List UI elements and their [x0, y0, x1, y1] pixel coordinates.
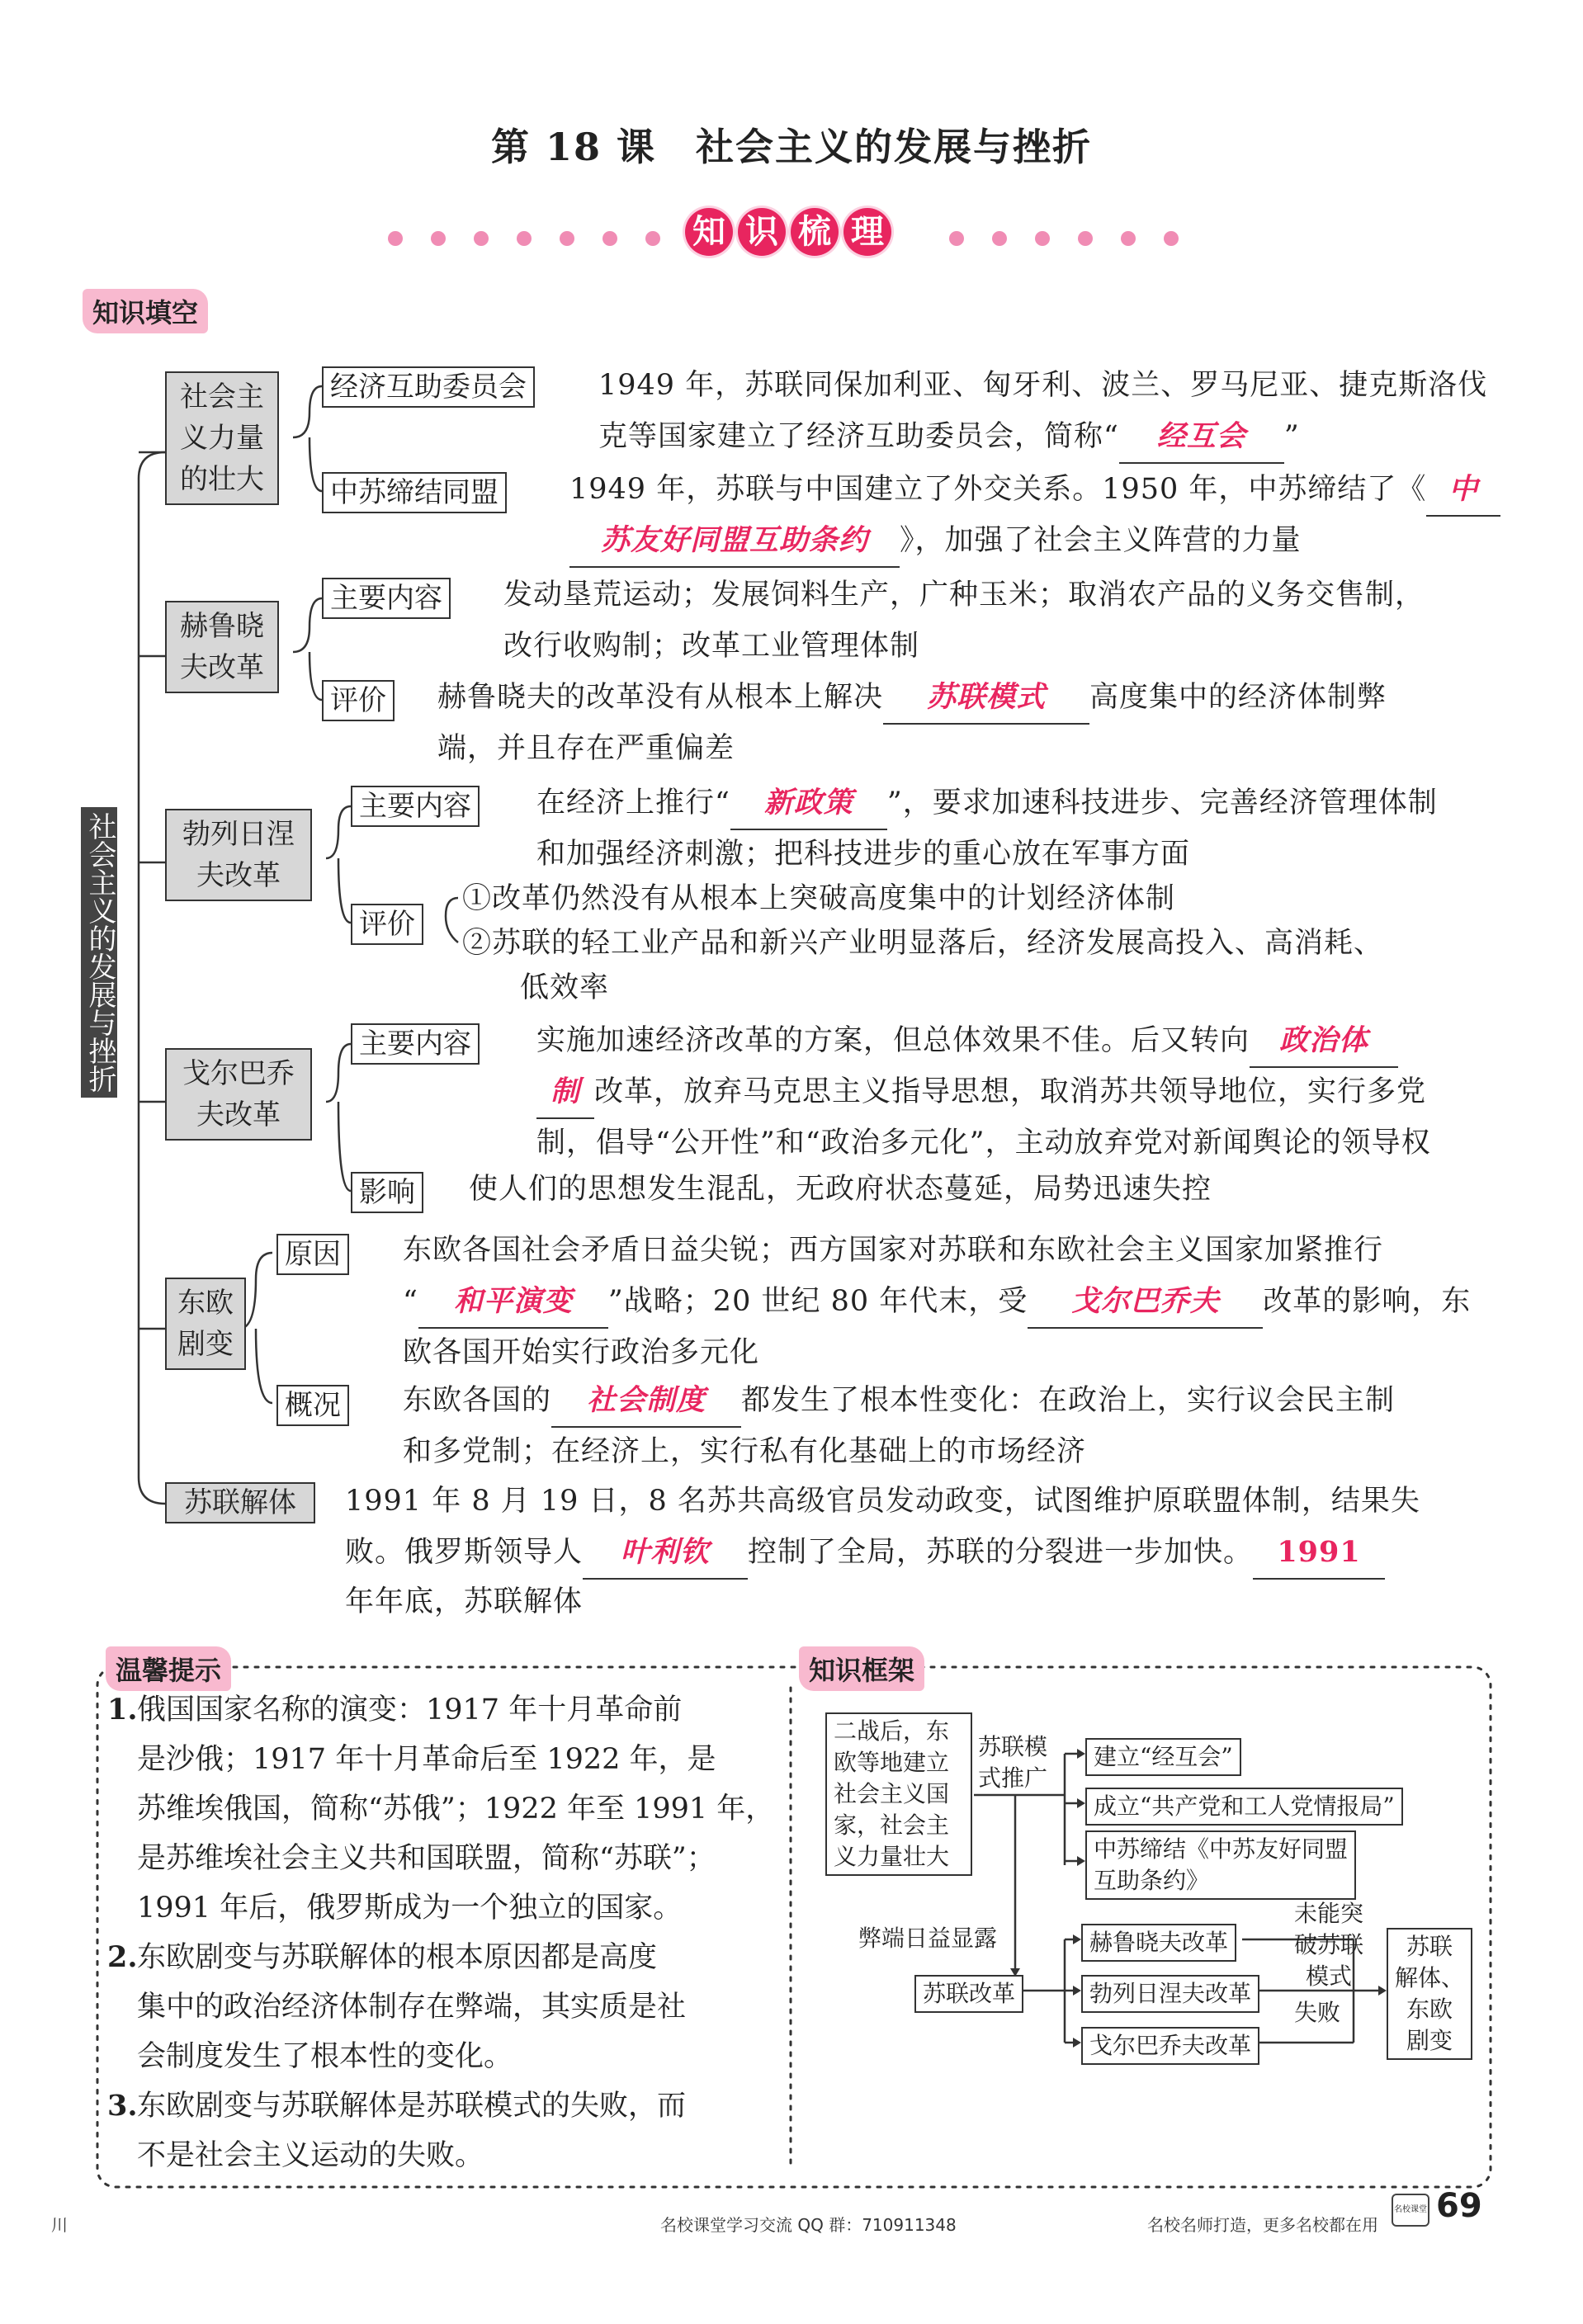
- text-line: 败。俄罗斯领导人 叶利钦 控制了全局，苏联的分裂进一步加快。 1991: [345, 1527, 1385, 1580]
- text-line: 实施加速经济改革的方案，但总体效果不佳。后又转向 政治体: [536, 1015, 1398, 1068]
- section-label-brezhnev: 勃列日涅夫改革: [165, 809, 312, 901]
- answer: 苏联模式: [883, 672, 1089, 725]
- text-line: 赫鲁晓夫的改革没有从根本上解决 苏联模式 高度集中的经济体制弊: [437, 672, 1387, 725]
- tip-line: 3.东欧剧变与苏联解体是苏联模式的失败，而: [107, 2089, 687, 2123]
- frame-push-label: 苏联模 式推广: [978, 1733, 1048, 1792]
- frame-box: 成立“共产党和工人党情报局”: [1085, 1788, 1403, 1826]
- answer: 政治体: [1250, 1015, 1398, 1068]
- answer: 社会制度: [551, 1375, 741, 1428]
- frame-box: 建立“经互会”: [1085, 1738, 1241, 1776]
- answer: 叶利钦: [583, 1527, 748, 1580]
- text-line: 东欧各国的 社会制度 都发生了根本性变化：在政治上，实行议会民主制: [403, 1375, 1395, 1428]
- frame-reform-box: 苏联改革: [914, 1975, 1023, 2013]
- section-label-strength: 社会主义力量的壮大: [165, 371, 279, 505]
- sub-label: 经济互助委员会: [322, 366, 535, 408]
- tip-line: 不是社会主义运动的失败。: [137, 2139, 484, 2172]
- text-line: 1949 年，苏联与中国建立了外交关系。1950 年，中苏缔结了《 中: [569, 464, 1500, 517]
- frame-box: 赫鲁晓夫改革: [1081, 1924, 1236, 1962]
- footer-center: 名校课堂学习交流 QQ 群：710911348: [660, 2215, 957, 2235]
- text-line: 1949 年，苏联同保加利亚、匈牙利、波兰、罗马尼亚、捷克斯洛伐: [598, 369, 1488, 402]
- tip-line: 会制度发生了根本性的变化。: [137, 2040, 513, 2073]
- text-line: 低效率: [520, 971, 610, 1004]
- tip-line: 2.东欧剧变与苏联解体的根本原因都是高度: [107, 1940, 658, 1974]
- answer: 新政策: [730, 777, 887, 830]
- sub-label: 原因: [276, 1234, 349, 1275]
- frame-box: 勃列日涅夫改革: [1081, 1975, 1259, 2013]
- frame-result-box: 苏联 解体、 东欧 剧变: [1387, 1928, 1472, 2060]
- sub-label: 主要内容: [351, 786, 480, 827]
- sub-label: 主要内容: [351, 1023, 480, 1065]
- tip-line: 是苏维埃社会主义共和国联盟，简称“苏联”；: [137, 1842, 716, 1875]
- text-line: 制 改革，放弃马克思主义指导思想，取消苏共领导地位，实行多党: [536, 1066, 1426, 1119]
- text-line: “ 和平演变 ”战略；20 世纪 80 年代末，受 戈尔巴乔夫 改革的影响，东: [403, 1276, 1471, 1329]
- frame-root-box: 二战后，东 欧等地建立 社会主义国 家，社会主 义力量壮大: [825, 1712, 972, 1876]
- text-line: 东欧各国社会矛盾日益尖锐；西方国家对苏联和东欧社会主义国家加紧推行: [403, 1234, 1384, 1267]
- sub-label: 中苏缔结同盟: [322, 472, 507, 513]
- text-line: 制，倡导“公开性”和“政治多元化”，主动放弃党对新闻舆论的领导权: [536, 1127, 1431, 1160]
- sub-label: 影响: [351, 1172, 423, 1213]
- text-line: 使人们的思想发生混乱，无政府状态蔓延，局势迅速失控: [469, 1173, 1212, 1206]
- text-line: 改行收购制；改革工业管理体制: [503, 630, 920, 663]
- tip-line: 1991 年后，俄罗斯成为一个独立的国家。: [137, 1892, 683, 1925]
- page-title: 第 18 课 社会主义的发展与挫折: [490, 125, 1093, 169]
- frame-box: 中苏缔结《中苏友好同盟 互助条约》: [1085, 1830, 1356, 1900]
- answer: 制: [536, 1066, 594, 1119]
- sub-label: 评价: [322, 680, 395, 721]
- section-label-east-europe: 东欧剧变: [165, 1278, 246, 1370]
- text-line: 克等国家建立了经济互助委员会，简称“ 经互会 ”: [598, 411, 1300, 464]
- text-line: 发动垦荒运动；发展饲料生产，广种玉米；取消农产品的义务交售制，: [503, 579, 1425, 612]
- text-line: 和多党制；在经济上，实行私有化基础上的市场经济: [403, 1435, 1087, 1468]
- sub-label: 主要内容: [322, 578, 451, 619]
- footer-right: 名校名师打造，更多名校都在用: [1147, 2215, 1378, 2235]
- sub-label: 概况: [276, 1385, 349, 1426]
- banner-char: 知: [685, 208, 733, 256]
- answer: 苏友好同盟互助条约: [569, 515, 900, 568]
- tips-tag: 温馨提示: [106, 1646, 231, 1691]
- answer: 和平演变: [418, 1276, 608, 1329]
- section-label-khrushchev: 赫鲁晓夫改革: [165, 601, 279, 693]
- banner-char: 梳: [791, 208, 839, 256]
- section-label-gorbachev: 戈尔巴乔夫改革: [165, 1048, 312, 1141]
- side-label: 社会主义的发展与挫折: [81, 807, 117, 1098]
- answer: 1991: [1253, 1527, 1385, 1580]
- text-line: 和加强经济刺激；把科技进步的重心放在军事方面: [536, 838, 1191, 871]
- answer: 中: [1426, 464, 1500, 517]
- text-line: 端，并且存在严重偏差: [437, 732, 735, 765]
- footer-left: 川: [51, 2215, 68, 2235]
- frame-fail-label: 失败: [1294, 1999, 1341, 2026]
- text-line: ①改革仍然没有从根本上突破高度集中的计划经济体制: [462, 882, 1176, 915]
- text-line: 1991 年 8 月 19 日，8 名苏共高级官员发动政变，试图维护原联盟体制，结果失: [345, 1485, 1420, 1518]
- frame-issue-label: 弊端日益显露: [858, 1925, 998, 1952]
- banner-char: 识: [738, 208, 786, 256]
- text-line: 在经济上推行“ 新政策 ”，要求加速科技进步、完善经济管理体制: [536, 777, 1438, 830]
- text-line: 欧各国开始实行政治多元化: [403, 1336, 760, 1369]
- frame-box: 戈尔巴乔夫改革: [1081, 2027, 1259, 2065]
- tip-line: 苏维埃俄国，简称“苏俄”；1922 年至 1991 年，: [137, 1793, 775, 1826]
- frame-tag: 知识框架: [799, 1646, 924, 1691]
- tip-line: 是沙俄；1917 年十月革命后至 1922 年，是: [137, 1743, 716, 1776]
- banner-char: 理: [843, 208, 891, 256]
- tip-line: 集中的政治经济体制存在弊端，其实质是社: [137, 1991, 687, 2024]
- text-line: 苏友好同盟互助条约 》，加强了社会主义阵营的力量: [569, 515, 1302, 568]
- answer: 戈尔巴乔夫: [1028, 1276, 1263, 1329]
- fill-tag: 知识填空: [83, 289, 208, 333]
- sub-label: 评价: [351, 904, 423, 945]
- section-label-ussr-collapse: 苏联解体: [165, 1482, 315, 1523]
- brand-logo: 名校课堂: [1392, 2194, 1429, 2227]
- answer: 经互会: [1119, 411, 1284, 464]
- text-line: ②苏联的轻工业产品和新兴产业明显落后，经济发展高投入、高消耗、: [462, 927, 1384, 960]
- tip-line: 1.俄国国家名称的演变：1917 年十月革命前: [107, 1693, 683, 1726]
- page-number: 69: [1436, 2187, 1482, 2225]
- frame-fail-label: 未能突 破苏联 模式: [1294, 1900, 1364, 1990]
- text-line: 年年底，苏联解体: [345, 1585, 584, 1618]
